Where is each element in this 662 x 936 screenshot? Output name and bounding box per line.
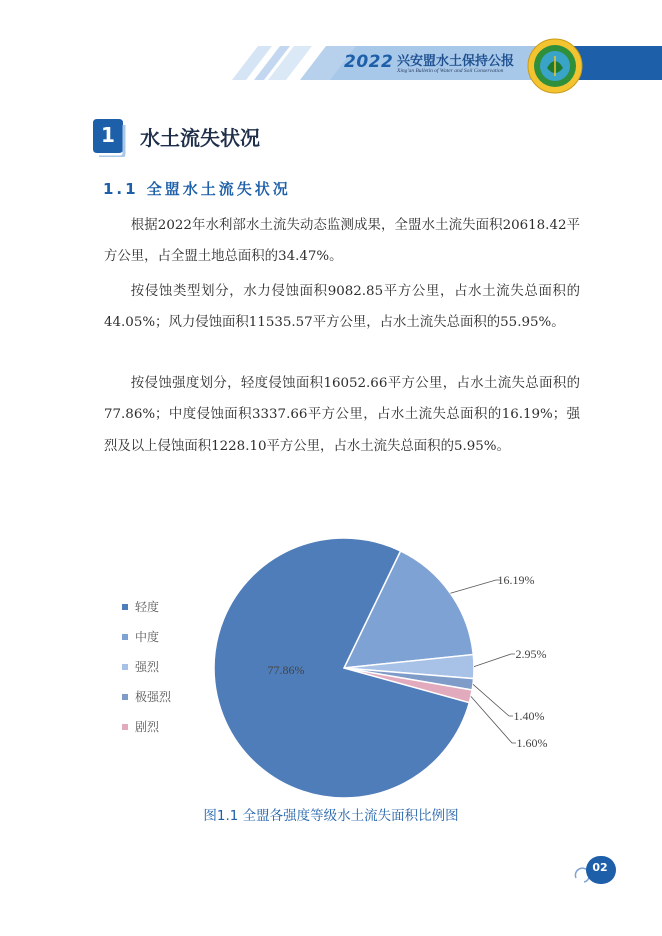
header-year: 2022 xyxy=(344,52,394,72)
legend-label-3: 极强烈 xyxy=(135,690,172,704)
legend-swatch-3 xyxy=(122,694,128,700)
erosion-intensity-pie-chart xyxy=(0,520,662,810)
legend-swatch-1 xyxy=(122,634,128,640)
data-label-4: 1.60% xyxy=(516,736,548,750)
data-label-3: 1.40% xyxy=(513,709,545,723)
legend-label-1: 中度 xyxy=(135,630,160,644)
data-label-0: 77.86% xyxy=(267,663,305,677)
leader-line-2 xyxy=(474,654,515,667)
figure-caption: 图1.1 全盟各强度等级水土流失面积比例图 xyxy=(203,808,459,824)
paragraph-total-area: 根据2022年水利部水土流失动态监测成果，全盟水土流失面积20618.42平方公里，占全盟土地总面积的34.47%。 xyxy=(104,218,580,265)
legend-label-4: 剧烈 xyxy=(135,720,160,734)
legend-swatch-0 xyxy=(122,604,128,610)
legend-swatch-4 xyxy=(122,724,128,730)
legend-label-2: 强烈 xyxy=(135,660,160,674)
subsection-title: 1.1 全盟水土流失状况 xyxy=(103,180,291,198)
section-number: 1 xyxy=(101,123,115,147)
page-number: 02 xyxy=(592,861,608,874)
paragraph-erosion-type: 按侵蚀类型划分，水力侵蚀面积9082.85平方公里，占水土流失总面积的44.05%；风力侵蚀面积11535.57平方公里，占水土流失总面积的55.95%。 xyxy=(104,284,580,331)
data-label-1: 16.19% xyxy=(497,573,535,587)
leader-line-1 xyxy=(450,580,500,593)
header-subtitle: Xing'an Bulletin of Water and Soil Conservation xyxy=(397,68,504,74)
paragraph-erosion-intensity: 按侵蚀强度划分，轻度侵蚀面积16052.66平方公里，占水土流失总面积的77.86%；中度侵蚀面积3337.66平方公里，占水土流失总面积的16.19%；强烈及以上侵蚀面积1228.10平方公里，占水土流失总面积的5.95%。 xyxy=(104,376,580,454)
leader-line-4 xyxy=(471,696,516,743)
section-title: 水土流失状况 xyxy=(140,126,260,150)
leader-line-3 xyxy=(473,684,513,716)
legend-swatch-2 xyxy=(122,664,128,670)
data-label-2: 2.95% xyxy=(515,647,547,661)
bulletin-logo xyxy=(527,38,583,94)
legend-label-0: 轻度 xyxy=(135,600,160,614)
header-title: 兴安盟水土保持公报 xyxy=(397,54,515,69)
